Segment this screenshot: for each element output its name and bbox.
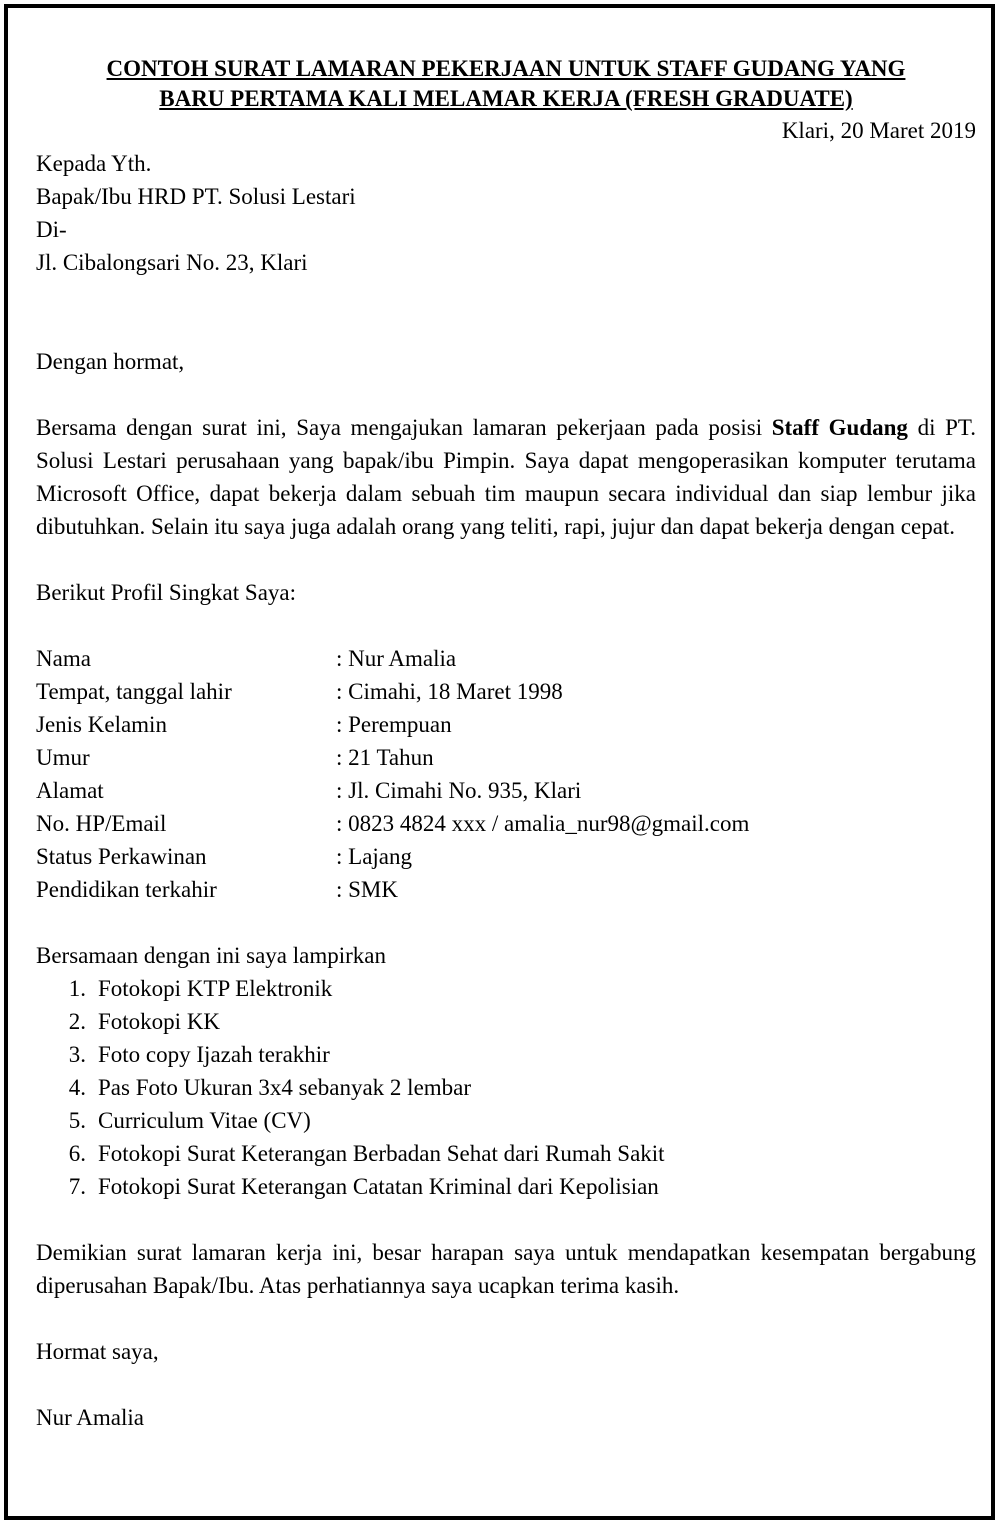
profile-value: : Jl. Cimahi No. 935, Klari <box>336 778 582 803</box>
profile-value: : SMK <box>336 877 398 902</box>
list-text: Fotokopi KK <box>98 1009 221 1034</box>
list-text: Curriculum Vitae (CV) <box>98 1108 311 1133</box>
profile-row <box>36 807 976 840</box>
profile-row <box>36 675 976 708</box>
profile-label: Pendidikan terkahir <box>36 877 217 902</box>
greeting: Dengan hormat, <box>36 349 185 374</box>
list-text: Fotokopi Surat Keterangan Berbadan Sehat dari Rumah Sakit <box>98 1141 665 1166</box>
list-text: Fotokopi KTP Elektronik <box>98 976 333 1001</box>
recipient-line-2: Bapak/Ibu HRD PT. Solusi Lestari <box>36 184 356 209</box>
list-number: 7. <box>68 1174 86 1199</box>
list-item <box>36 1137 976 1170</box>
sign-off: Hormat saya, <box>36 1339 159 1364</box>
profile-label: Umur <box>36 745 90 770</box>
profile-label: Jenis Kelamin <box>36 712 167 737</box>
profile-value: : Perempuan <box>336 712 452 737</box>
list-number: 1. <box>68 976 86 1001</box>
intro-text-end: di PT. Solusi Lestari perusahaan yang bapak/ibu Pimpin. Saya dapat mengoperasikan komputer terutama Microsoft Office, dapat bekerja dalam sebuah tim maupun secara individual dan siap lembur jika dibutuhkan. Selain itu saya juga adalah orang yang teliti, rapi, jujur dan dapat bekerja dengan cepat. <box>36 415 976 539</box>
list-number: 5. <box>68 1108 86 1133</box>
attachments-list <box>36 972 976 1203</box>
profile-heading: Berikut Profil Singkat Saya: <box>36 580 297 605</box>
profile-row <box>36 774 976 807</box>
intro-text-start: Bersama dengan surat ini, Saya mengajukan lamaran pekerjaan pada posisi <box>36 415 772 440</box>
title-line-2: BARU PERTAMA KALI MELAMAR KERJA (FRESH GRADUATE) <box>159 86 853 111</box>
profile-label: Tempat, tanggal lahir <box>36 679 232 704</box>
list-number: 6. <box>68 1141 86 1166</box>
list-item <box>36 972 976 1005</box>
profile-row <box>36 840 976 873</box>
list-number: 2. <box>68 1009 86 1034</box>
list-item <box>36 1071 976 1104</box>
recipient-line-4: Jl. Cibalongsari No. 23, Klari <box>36 250 308 275</box>
list-text: Pas Foto Ukuran 3x4 sebanyak 2 lembar <box>98 1075 472 1100</box>
closing-paragraph: Demikian surat lamaran kerja ini, besar harapan saya untuk mendapatkan kesempatan bergabung diperusahan Bapak/Ibu. Atas perhatiannya saya ucapkan terima kasih. <box>36 1240 976 1298</box>
list-text: Fotokopi Surat Keterangan Catatan Kriminal dari Kepolisian <box>98 1174 659 1199</box>
profile-row <box>36 708 976 741</box>
recipient-line-1: Kepada Yth. <box>36 151 152 176</box>
list-number: 3. <box>68 1042 86 1067</box>
profile-label: Nama <box>36 646 91 671</box>
profile-value: : Lajang <box>336 844 412 869</box>
intro-paragraph <box>36 411 976 543</box>
profile-value: : Nur Amalia <box>336 646 457 671</box>
profile-label: Status Perkawinan <box>36 844 207 869</box>
profile-row <box>36 741 976 774</box>
profile-value: : Cimahi, 18 Maret 1998 <box>336 679 563 704</box>
profile-value: : 21 Tahun <box>336 745 434 770</box>
document-frame <box>4 4 995 1520</box>
profile-label: No. HP/Email <box>36 811 167 836</box>
recipient-block <box>36 147 976 279</box>
profile-row <box>36 873 976 906</box>
profile-row <box>36 642 976 675</box>
profile-label: Alamat <box>36 778 104 803</box>
list-number: 4. <box>68 1075 86 1100</box>
letter-date: Klari, 20 Maret 2019 <box>781 118 976 143</box>
recipient-line-3: Di- <box>36 217 67 242</box>
profile-table <box>36 642 976 906</box>
list-item <box>36 1038 976 1071</box>
letter-body <box>36 36 976 1434</box>
signature-name: Nur Amalia <box>36 1405 144 1430</box>
list-item <box>36 1170 976 1203</box>
list-text: Foto copy Ijazah terakhir <box>98 1042 330 1067</box>
list-item <box>36 1104 976 1137</box>
title-line-1: CONTOH SURAT LAMARAN PEKERJAAN UNTUK STAFF GUDANG YANG <box>106 56 906 81</box>
list-item <box>36 1005 976 1038</box>
intro-position-bold: Staff Gudang <box>771 415 908 440</box>
profile-value: : 0823 4824 xxx / amalia_nur98@gmail.com <box>336 811 750 836</box>
attachments-heading: Bersamaan dengan ini saya lampirkan <box>36 943 386 968</box>
letter-title <box>36 54 976 114</box>
